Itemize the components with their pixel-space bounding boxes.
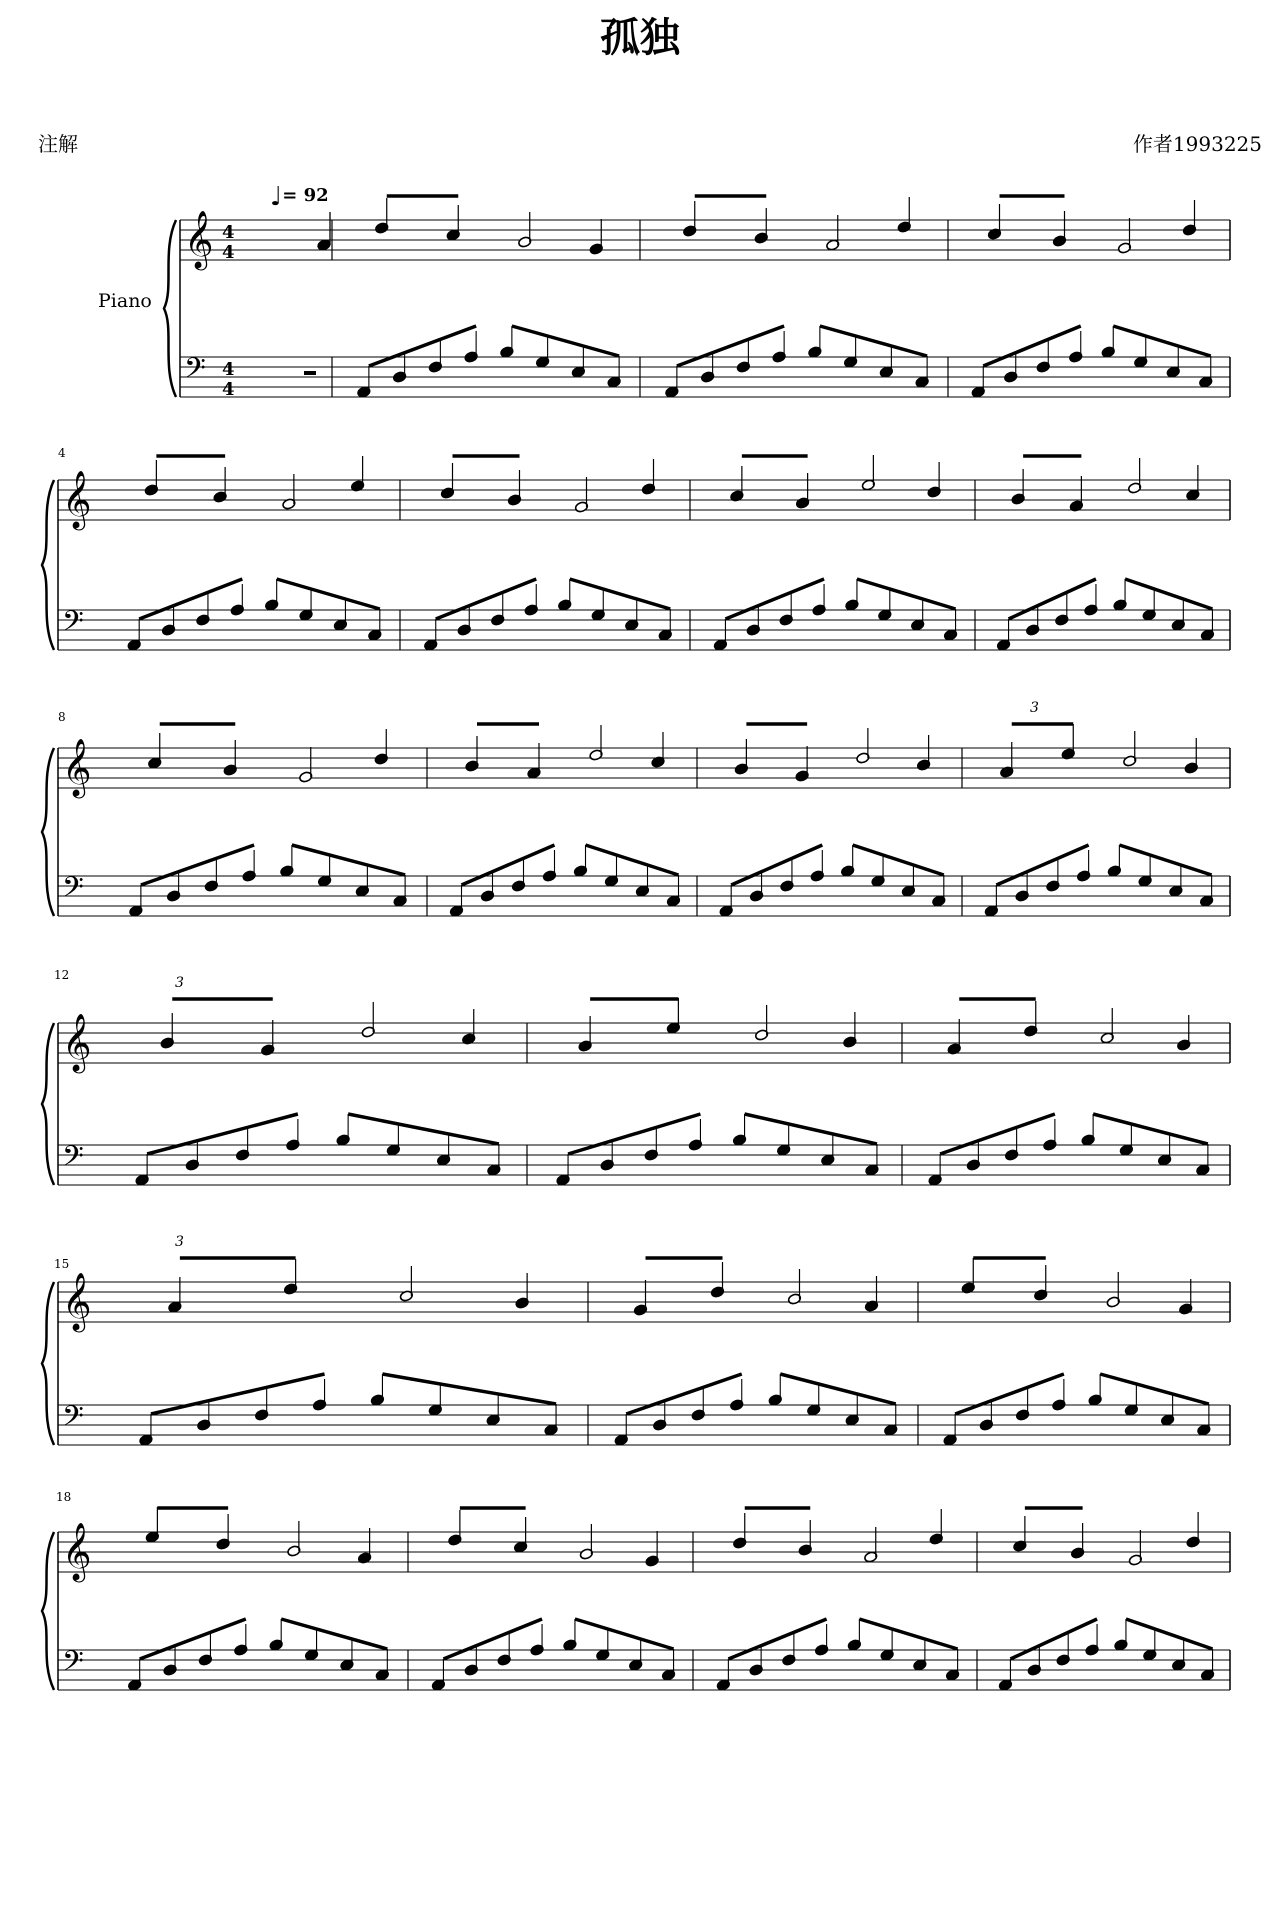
brace-5 — [42, 1532, 54, 1690]
bass-beam-a-s5-m0 — [140, 1619, 246, 1659]
treble-clef-icon-4: 𝄞 — [62, 1272, 92, 1330]
measure-number-system-4: 12 — [54, 968, 70, 982]
bass-clef-icon-4: 𝄢 — [62, 1400, 84, 1440]
bass-beam-a-s5-m3 — [1010, 1619, 1097, 1659]
brace-0 — [164, 220, 176, 397]
bass-beam-a-s1-m1 — [436, 579, 537, 619]
bass-beam-a-s5-m1 — [443, 1619, 542, 1659]
bass-beam-b-s5-m0 — [281, 1619, 387, 1649]
triplet-mark-0: 3 — [1030, 700, 1039, 716]
bass-beam-a-s3-m1 — [568, 1114, 700, 1154]
measure-number-system-5: 15 — [54, 1257, 70, 1271]
bass-beam-a-s1-m0 — [139, 579, 242, 619]
composer-credit: 作者1993225 — [1132, 132, 1262, 156]
treble-clef-icon-5: 𝄞 — [62, 1522, 92, 1580]
bass-beam-a-s3-m2 — [940, 1114, 1055, 1154]
bass-beam-b-s0-m1 — [512, 326, 619, 356]
bass-clef-icon-0: 𝄢 — [184, 352, 206, 392]
bass-clef-icon-2: 𝄢 — [62, 871, 84, 911]
tempo-value: = 92 — [282, 185, 329, 206]
note-s0-m0-pickup — [317, 239, 331, 251]
triplet-mark-1: 3 — [175, 975, 184, 991]
treble-clef-icon-2: 𝄞 — [62, 738, 92, 796]
bass-beam-b-s4-m1 — [780, 1374, 896, 1404]
bass-clef-icon-5: 𝄢 — [62, 1645, 84, 1685]
bass-beam-b-s5-m1 — [575, 1619, 674, 1649]
bass-beam-b-s2-m2 — [853, 845, 944, 875]
instrument-name: Piano — [98, 290, 152, 312]
measure-number-system-2: 4 — [58, 446, 66, 460]
bass-beam-a-s0-m1 — [369, 326, 476, 366]
bass-beam-a-s4-m0 — [151, 1374, 325, 1414]
bass-beam-b-s0-m2 — [820, 326, 927, 356]
bass-beam-b-s3-m0 — [348, 1114, 499, 1144]
treble-clef-icon-1: 𝄞 — [62, 470, 92, 528]
measure-number-system-3: 8 — [58, 710, 66, 724]
treble-clef-icon-3: 𝄞 — [62, 1013, 92, 1071]
triplet-mark-2: 3 — [175, 1234, 184, 1250]
score-title: 孤独 — [600, 14, 680, 61]
bass-clef-icon-3: 𝄢 — [62, 1140, 84, 1180]
time-signature-bottom-1: 4 — [222, 379, 235, 400]
bass-beam-b-s4-m2 — [1100, 1374, 1209, 1404]
bass-clef-icon-1: 𝄢 — [62, 605, 84, 645]
bass-beam-a-s1-m3 — [1009, 579, 1096, 619]
bass-beam-b-s2-m0 — [292, 845, 405, 875]
bass-beam-b-s5-m3 — [1126, 1619, 1213, 1649]
brace-2 — [42, 748, 54, 916]
bass-beam-a-s4-m2 — [955, 1374, 1064, 1414]
bass-beam-a-s0-m3 — [983, 326, 1081, 366]
treble-clef-icon-0: 𝄞 — [184, 210, 214, 268]
bass-beam-a-s1-m2 — [725, 579, 824, 619]
brace-1 — [42, 480, 54, 650]
bass-beam-b-s2-m3 — [1119, 845, 1211, 875]
bass-beam-a-s2-m2 — [731, 845, 822, 885]
bass-beam-a-s5-m2 — [728, 1619, 826, 1659]
quarter-note-icon: ♩ — [270, 182, 283, 212]
bass-beam-a-s2-m0 — [141, 845, 254, 885]
bass-beam-b-s0-m3 — [1113, 326, 1211, 356]
bass-beam-b-s3-m2 — [1093, 1114, 1208, 1144]
bass-beam-b-s2-m1 — [586, 845, 679, 875]
bass-beam-a-s0-m2 — [677, 326, 784, 366]
annotation-label: 注解 — [38, 132, 78, 156]
bass-beam-b-s1-m3 — [1125, 579, 1212, 609]
bass-beam-a-s2-m3 — [996, 845, 1088, 885]
bass-beam-b-s1-m1 — [570, 579, 671, 609]
bass-beam-b-s1-m0 — [277, 579, 380, 609]
bass-beam-b-s5-m2 — [859, 1619, 957, 1649]
bass-beam-b-s3-m1 — [745, 1114, 877, 1144]
bass-beam-b-s4-m0 — [382, 1374, 556, 1404]
bass-beam-a-s3-m0 — [147, 1114, 298, 1154]
time-signature-top-0: 4 — [222, 222, 235, 243]
bass-beam-b-s1-m2 — [857, 579, 956, 609]
brace-3 — [42, 1023, 54, 1185]
measure-number-system-6: 18 — [56, 1490, 72, 1504]
bass-beam-a-s4-m1 — [626, 1374, 742, 1414]
bass-beam-a-s2-m1 — [462, 845, 555, 885]
half-rest-icon-0 — [304, 371, 316, 375]
time-signature-bottom-0: 4 — [222, 242, 235, 263]
brace-4 — [42, 1282, 54, 1445]
time-signature-top-1: 4 — [222, 359, 235, 380]
